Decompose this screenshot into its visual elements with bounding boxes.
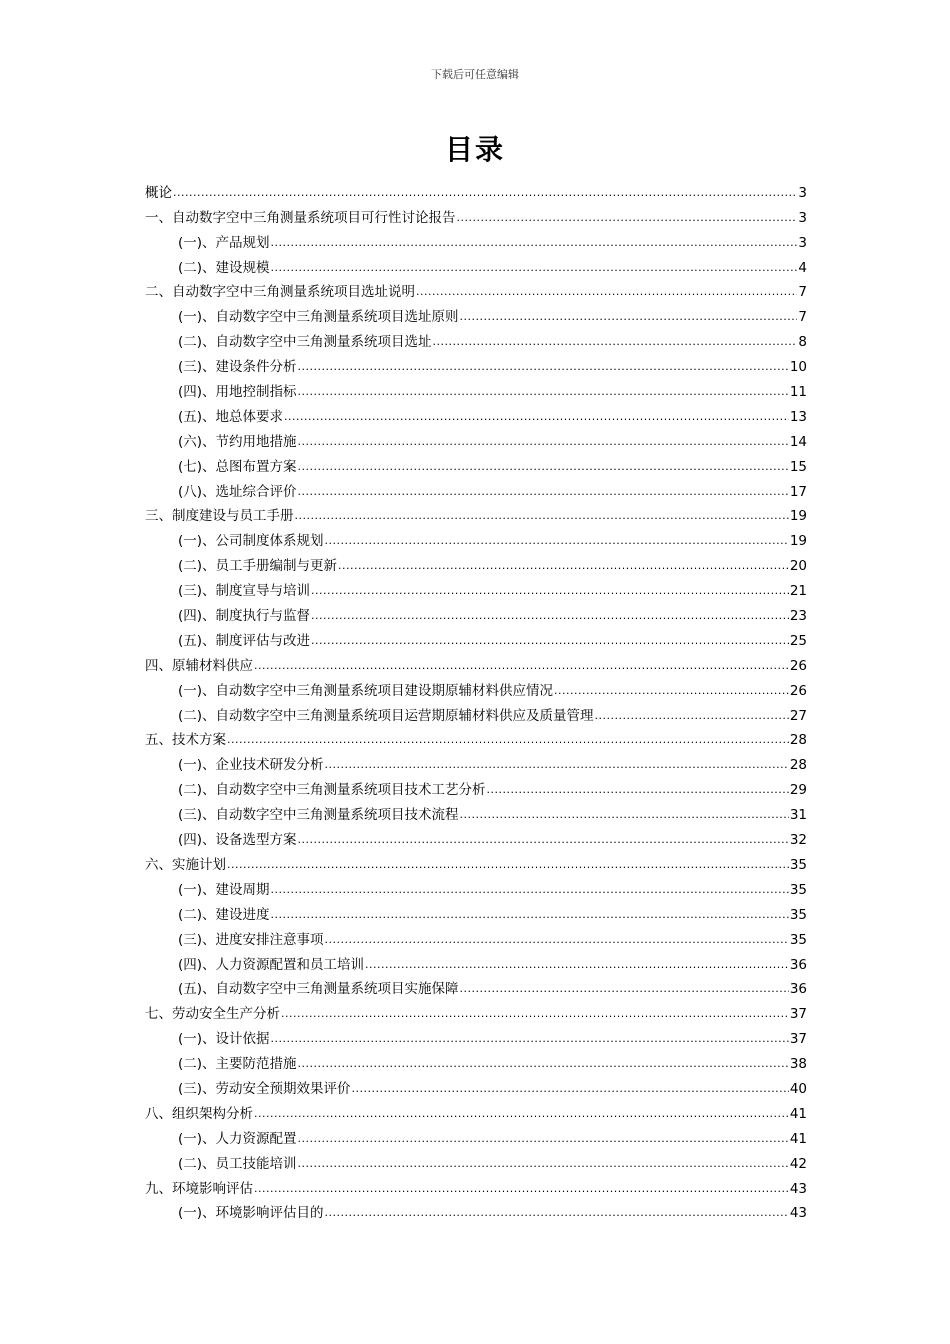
toc-page-number: 3 — [798, 184, 807, 201]
toc-page-number: 28 — [789, 757, 807, 774]
toc-entry[interactable] — [145, 1123, 807, 1148]
toc-page-number: 36 — [789, 981, 807, 998]
toc-dot-leader — [295, 507, 789, 525]
toc-dot-leader — [284, 408, 789, 426]
toc-entry-text: (五)、地总体要求 — [178, 408, 284, 425]
toc-entry-text: (三)、劳动安全预期效果评价 — [178, 1080, 351, 1097]
toc-page-number: 31 — [789, 807, 807, 824]
toc-entry-text: 概论 — [145, 184, 172, 201]
toc-dot-leader — [271, 234, 798, 252]
toc-entry-text: (二)、员工技能培训 — [178, 1155, 297, 1172]
toc-dot-leader — [227, 731, 789, 749]
toc-entry-text: 六、实施计划 — [145, 856, 226, 873]
toc-entry[interactable] — [145, 501, 807, 526]
toc-entry[interactable] — [145, 1148, 807, 1173]
toc-entry[interactable] — [145, 1073, 807, 1098]
toc-dot-leader — [298, 1130, 789, 1148]
toc-page-number: 3 — [798, 209, 807, 226]
toc-entry-text: (四)、设备选型方案 — [178, 832, 297, 849]
toc-page-number: 29 — [789, 782, 807, 799]
toc-page-number: 13 — [789, 408, 807, 425]
toc-dot-leader — [460, 308, 798, 326]
toc-page-number: 37 — [789, 1031, 807, 1048]
toc-entry[interactable] — [145, 1048, 807, 1073]
toc-entry[interactable] — [145, 476, 807, 501]
toc-page-number: 43 — [789, 1205, 807, 1222]
toc-dot-leader — [254, 657, 789, 675]
toc-entry[interactable] — [145, 700, 807, 725]
toc-entry-text: (一)、产品规划 — [178, 234, 270, 251]
toc-entry-text: 四、原辅材料供应 — [145, 657, 253, 674]
toc-dot-leader — [271, 1030, 789, 1048]
toc-entry-text: (八)、选址综合评价 — [178, 483, 297, 500]
toc-dot-leader — [298, 483, 789, 501]
toc-entry[interactable] — [145, 874, 807, 899]
toc-entry-text: (二)、自动数字空中三角测量系统项目运营期原辅材料供应及质量管理 — [178, 707, 594, 724]
toc-entry-text: (七)、总图布置方案 — [178, 458, 297, 475]
toc-entry-text: (二)、建设规模 — [178, 259, 270, 276]
toc-dot-leader — [325, 532, 789, 550]
toc-page-number: 23 — [789, 608, 807, 625]
toc-entry[interactable] — [145, 899, 807, 924]
toc-entry[interactable] — [145, 351, 807, 376]
toc-entry[interactable] — [145, 1023, 807, 1048]
toc-entry[interactable] — [145, 227, 807, 252]
toc-entry[interactable] — [145, 725, 807, 750]
toc-entry[interactable] — [145, 326, 807, 351]
toc-entry[interactable] — [145, 849, 807, 874]
toc-page-number: 28 — [789, 732, 807, 749]
toc-dot-leader — [227, 856, 789, 874]
toc-dot-leader — [271, 259, 798, 277]
toc-dot-leader — [365, 956, 789, 974]
toc-entry-text: (三)、进度安排注意事项 — [178, 931, 324, 948]
toc-dot-leader — [311, 632, 789, 650]
toc-dot-leader — [254, 1105, 789, 1123]
toc-entry[interactable] — [145, 301, 807, 326]
toc-dot-leader — [554, 682, 789, 700]
toc-page-number: 26 — [789, 682, 807, 699]
toc-entry[interactable] — [145, 650, 807, 675]
toc-entry-text: (四)、制度执行与监督 — [178, 608, 311, 625]
toc-entry[interactable] — [145, 675, 807, 700]
toc-page-number: 38 — [789, 1056, 807, 1073]
toc-entry[interactable] — [145, 277, 807, 302]
toc-dot-leader — [298, 831, 789, 849]
toc-entry-text: (五)、自动数字空中三角测量系统项目实施保障 — [178, 981, 459, 998]
toc-entry-text: 三、制度建设与员工手册 — [145, 508, 294, 525]
toc-entry-text: (一)、建设周期 — [178, 881, 270, 898]
toc-dot-leader — [325, 931, 789, 949]
toc-dot-leader — [487, 781, 789, 799]
toc-entry-text: (二)、自动数字空中三角测量系统项目选址 — [178, 334, 432, 351]
toc-entry[interactable] — [145, 1198, 807, 1223]
toc-page-number: 7 — [798, 284, 807, 301]
toc-page-number: 40 — [789, 1080, 807, 1097]
toc-dot-leader — [352, 1080, 789, 1098]
toc-entry-text: (一)、自动数字空中三角测量系统项目建设期原辅材料供应情况 — [178, 682, 554, 699]
toc-entry[interactable] — [145, 550, 807, 575]
toc-entry-text: (三)、制度宣导与培训 — [178, 583, 311, 600]
toc-entry-text: (一)、设计依据 — [178, 1031, 270, 1048]
toc-entry-text: 七、劳动安全生产分析 — [145, 1006, 280, 1023]
toc-entry-text: (四)、用地控制指标 — [178, 384, 297, 401]
toc-dot-leader — [254, 1180, 789, 1198]
toc-entry[interactable] — [145, 177, 807, 202]
toc-entry-text: (五)、制度评估与改进 — [178, 632, 311, 649]
toc-entry[interactable] — [145, 202, 807, 227]
toc-entry[interactable] — [145, 749, 807, 774]
toc-dot-leader — [311, 582, 789, 600]
toc-page-number: 32 — [789, 832, 807, 849]
toc-dot-leader — [298, 433, 789, 451]
toc-entry-text: (一)、公司制度体系规划 — [178, 533, 324, 550]
toc-entry-text: 八、组织架构分析 — [145, 1105, 253, 1122]
toc-page-number: 8 — [798, 334, 807, 351]
toc-entry-text: (四)、人力资源配置和员工培训 — [178, 956, 365, 973]
toc-entry[interactable] — [145, 376, 807, 401]
table-of-contents — [145, 177, 807, 1222]
toc-page-number: 7 — [798, 309, 807, 326]
toc-page-number: 20 — [789, 558, 807, 575]
toc-dot-leader — [298, 1055, 789, 1073]
toc-entry-text: (六)、节约用地措施 — [178, 433, 297, 450]
toc-dot-leader — [595, 707, 789, 725]
toc-entry-text: 一、自动数字空中三角测量系统项目可行性讨论报告 — [145, 209, 456, 226]
toc-page-number: 35 — [789, 906, 807, 923]
toc-page-number: 41 — [789, 1130, 807, 1147]
toc-entry-text: (二)、建设进度 — [178, 906, 270, 923]
toc-dot-leader — [271, 881, 789, 899]
toc-entry-text: (三)、自动数字空中三角测量系统项目技术流程 — [178, 807, 459, 824]
toc-dot-leader — [281, 1005, 789, 1023]
toc-entry-text: (一)、自动数字空中三角测量系统项目选址原则 — [178, 309, 459, 326]
toc-page-number: 14 — [789, 433, 807, 450]
toc-entry[interactable] — [145, 625, 807, 650]
toc-entry-text: (二)、员工手册编制与更新 — [178, 558, 338, 575]
toc-page-number: 4 — [798, 259, 807, 276]
toc-dot-leader — [460, 806, 789, 824]
toc-entry-text: 二、自动数字空中三角测量系统项目选址说明 — [145, 284, 415, 301]
toc-entry-text: 九、环境影响评估 — [145, 1180, 253, 1197]
toc-entry[interactable] — [145, 824, 807, 849]
toc-dot-leader — [460, 980, 789, 998]
toc-dot-leader — [457, 209, 798, 227]
toc-dot-leader — [325, 1204, 789, 1222]
toc-dot-leader — [311, 607, 789, 625]
toc-entry[interactable] — [145, 451, 807, 476]
toc-page-number: 35 — [789, 931, 807, 948]
toc-entry[interactable] — [145, 1098, 807, 1123]
toc-entry[interactable] — [145, 949, 807, 974]
toc-dot-leader — [338, 557, 789, 575]
toc-page-number: 27 — [789, 707, 807, 724]
toc-dot-leader — [298, 458, 789, 476]
toc-entry[interactable] — [145, 600, 807, 625]
toc-page-number: 26 — [789, 657, 807, 674]
toc-entry-text: (二)、主要防范措施 — [178, 1056, 297, 1073]
toc-page-number: 10 — [789, 359, 807, 376]
toc-entry[interactable] — [145, 998, 807, 1023]
toc-page-number: 35 — [789, 856, 807, 873]
toc-page-number: 21 — [789, 583, 807, 600]
toc-page-number: 11 — [789, 384, 807, 401]
toc-entry[interactable] — [145, 401, 807, 426]
toc-entry[interactable] — [145, 252, 807, 277]
toc-entry[interactable] — [145, 1173, 807, 1198]
toc-dot-leader — [433, 333, 798, 351]
toc-entry[interactable] — [145, 575, 807, 600]
toc-page-number: 41 — [789, 1105, 807, 1122]
toc-entry[interactable] — [145, 774, 807, 799]
toc-dot-leader — [298, 358, 789, 376]
toc-entry-text: (一)、企业技术研发分析 — [178, 757, 324, 774]
toc-page-number: 35 — [789, 881, 807, 898]
toc-entry[interactable] — [145, 974, 807, 999]
toc-entry-text: 五、技术方案 — [145, 732, 226, 749]
toc-entry[interactable] — [145, 799, 807, 824]
toc-entry[interactable] — [145, 924, 807, 949]
toc-dot-leader — [298, 383, 789, 401]
toc-page-number: 36 — [789, 956, 807, 973]
toc-page-number: 15 — [789, 458, 807, 475]
toc-entry[interactable] — [145, 525, 807, 550]
toc-entry[interactable] — [145, 426, 807, 451]
toc-page-number: 17 — [789, 483, 807, 500]
toc-dot-leader — [416, 283, 797, 301]
toc-dot-leader — [325, 756, 789, 774]
toc-page-number: 19 — [789, 533, 807, 550]
toc-page-number: 37 — [789, 1006, 807, 1023]
header-note: 下载后可任意编辑 — [431, 68, 519, 81]
toc-dot-leader — [271, 906, 789, 924]
toc-title: 目录 — [444, 133, 505, 166]
toc-page-number: 25 — [789, 632, 807, 649]
toc-page-number: 19 — [789, 508, 807, 525]
toc-page-number: 42 — [789, 1155, 807, 1172]
toc-entry-text: (一)、环境影响评估目的 — [178, 1205, 324, 1222]
toc-entry-text: (二)、自动数字空中三角测量系统项目技术工艺分析 — [178, 782, 486, 799]
toc-page-number: 3 — [798, 234, 807, 251]
toc-page-number: 43 — [789, 1180, 807, 1197]
toc-dot-leader — [298, 1155, 789, 1173]
toc-entry-text: (三)、建设条件分析 — [178, 359, 297, 376]
toc-entry-text: (一)、人力资源配置 — [178, 1130, 297, 1147]
toc-dot-leader — [173, 184, 797, 202]
